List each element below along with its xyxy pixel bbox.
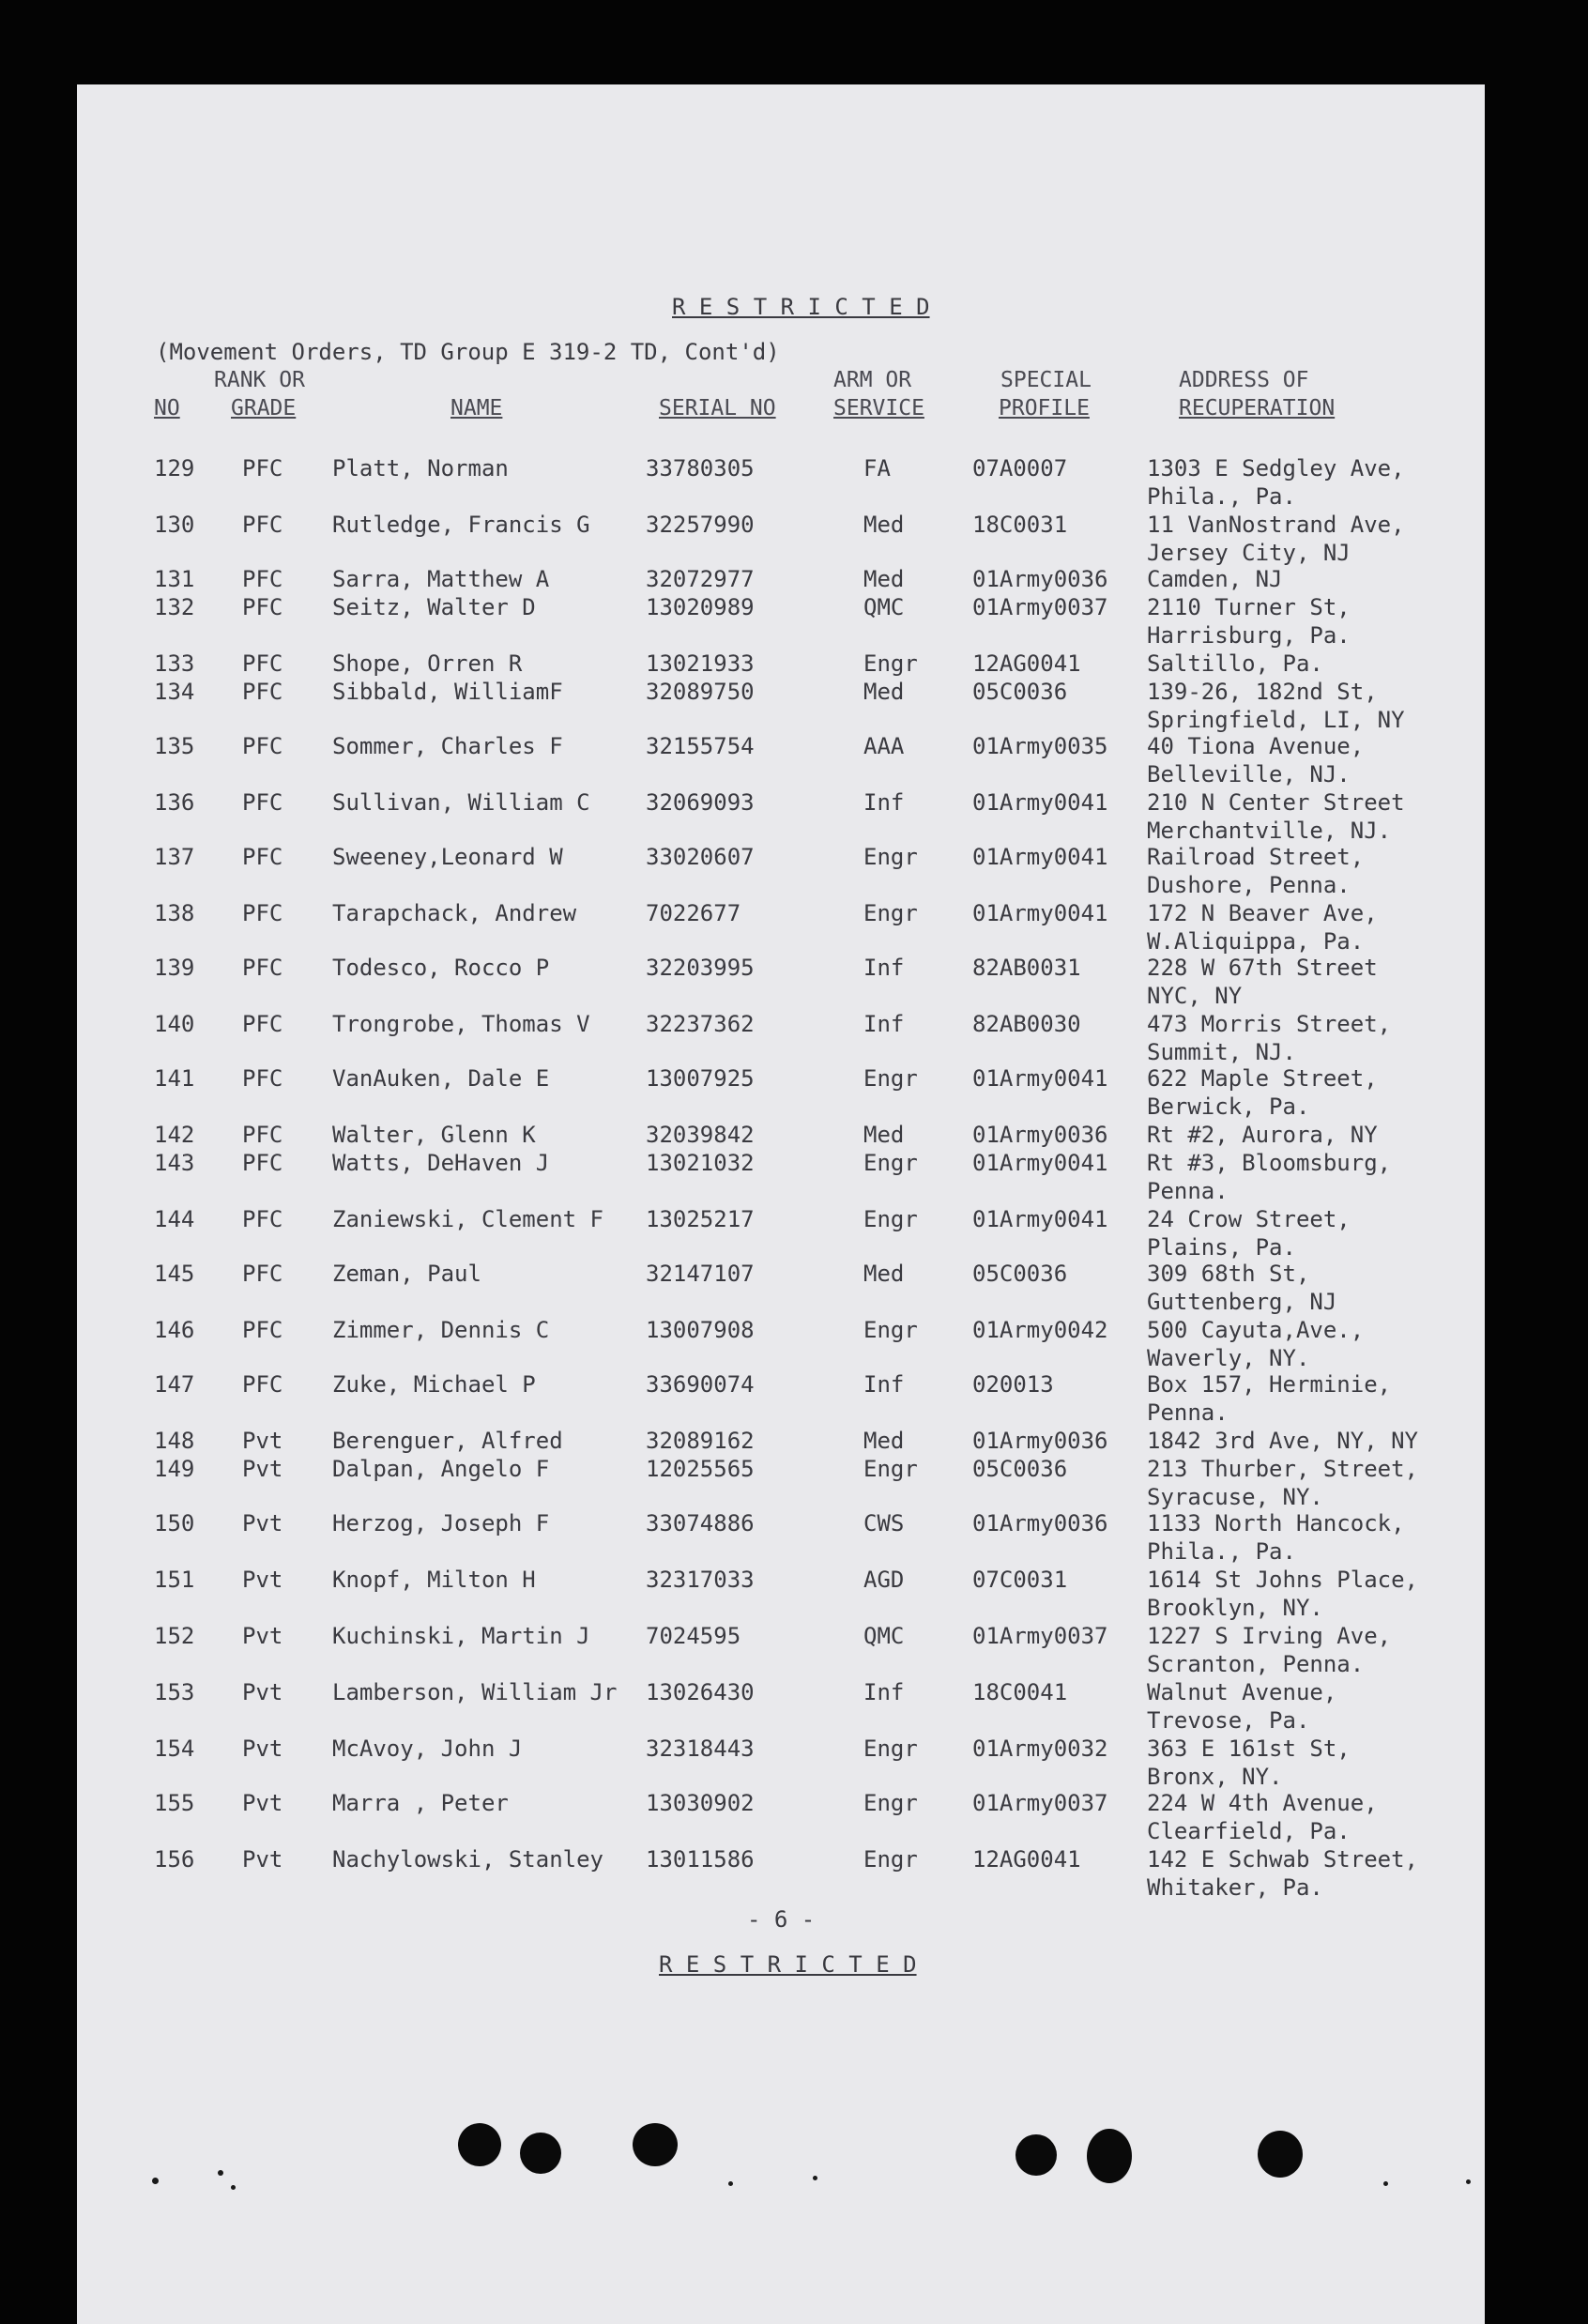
col-rank-bottom: GRADE — [231, 396, 297, 420]
row-rank: PFC — [242, 1206, 283, 1232]
row-serial: 32089750 — [646, 679, 755, 705]
row-no: 139 — [154, 955, 195, 981]
footer-title: R E S T R I C T E D — [659, 1951, 917, 1978]
row-arm: QMC — [863, 594, 905, 620]
row-arm: Inf — [863, 1371, 905, 1398]
row-address-line2: Summit, NJ. — [1147, 1039, 1296, 1065]
row-serial: 32237362 — [646, 1011, 755, 1037]
col-arm-top: ARM OR — [833, 368, 912, 392]
row-name: Walter, Glenn K — [332, 1122, 536, 1148]
row-no: 149 — [154, 1456, 195, 1482]
row-address-line2: Penna. — [1147, 1178, 1229, 1204]
row-rank: PFC — [242, 900, 283, 926]
row-name: Zimmer, Dennis C — [332, 1317, 550, 1343]
row-arm: Engr — [863, 1456, 918, 1482]
col-address-top: ADDRESS OF — [1179, 368, 1309, 392]
row-serial: 13030902 — [646, 1790, 755, 1816]
row-rank: Pvt — [242, 1567, 283, 1593]
row-no: 154 — [154, 1735, 195, 1762]
row-address-line2: Berwick, Pa. — [1147, 1093, 1310, 1120]
row-profile: 07C0031 — [972, 1567, 1068, 1593]
ink-speck — [1383, 2181, 1388, 2186]
row-serial: 32147107 — [646, 1261, 755, 1287]
row-arm: Engr — [863, 1065, 918, 1092]
row-address-line2: Merchantville, NJ. — [1147, 818, 1392, 844]
row-rank: PFC — [242, 455, 283, 482]
row-address-line1: 172 N Beaver Ave, — [1147, 900, 1378, 926]
row-profile: 12AG0041 — [972, 1846, 1081, 1873]
punch-hole — [520, 2133, 561, 2174]
row-address-line1: 40 Tiona Avenue, — [1147, 733, 1365, 759]
row-address-line1: Rt #2, Aurora, NY — [1147, 1122, 1378, 1148]
row-rank: PFC — [242, 594, 283, 620]
ink-speck — [231, 2185, 236, 2190]
row-name: Zeman, Paul — [332, 1261, 481, 1287]
row-no: 148 — [154, 1428, 195, 1454]
row-name: Sullivan, William C — [332, 789, 590, 816]
row-serial: 13020989 — [646, 594, 755, 620]
punch-hole — [1258, 2131, 1303, 2178]
row-profile: 01Army0042 — [972, 1317, 1108, 1343]
row-address-line2: W.Aliquippa, Pa. — [1147, 928, 1365, 955]
row-arm: Med — [863, 566, 905, 592]
row-profile: 18C0041 — [972, 1679, 1068, 1705]
row-serial: 13026430 — [646, 1679, 755, 1705]
row-arm: Engr — [863, 844, 918, 870]
row-rank: PFC — [242, 1122, 283, 1148]
row-name: Dalpan, Angelo F — [332, 1456, 550, 1482]
row-address-line1: 473 Morris Street, — [1147, 1011, 1392, 1037]
row-no: 134 — [154, 679, 195, 705]
row-name: Kuchinski, Martin J — [332, 1623, 590, 1649]
row-arm: CWS — [863, 1510, 905, 1537]
row-arm: Med — [863, 1261, 905, 1287]
row-arm: QMC — [863, 1623, 905, 1649]
row-profile: 01Army0036 — [972, 1122, 1108, 1148]
row-rank: Pvt — [242, 1846, 283, 1873]
row-no: 140 — [154, 1011, 195, 1037]
row-rank: PFC — [242, 1011, 283, 1037]
row-no: 146 — [154, 1317, 195, 1343]
row-arm: AGD — [863, 1567, 905, 1593]
row-arm: Med — [863, 1428, 905, 1454]
row-no: 150 — [154, 1510, 195, 1537]
row-arm: Inf — [863, 955, 905, 981]
row-rank: Pvt — [242, 1790, 283, 1816]
row-no: 156 — [154, 1846, 195, 1873]
ink-speck — [813, 2176, 817, 2180]
row-serial: 13021933 — [646, 650, 755, 677]
col-serial: SERIAL NO — [659, 396, 776, 420]
row-no: 129 — [154, 455, 195, 482]
row-no: 142 — [154, 1122, 195, 1148]
row-serial: 33780305 — [646, 455, 755, 482]
row-arm: Engr — [863, 1735, 918, 1762]
row-serial: 12025565 — [646, 1456, 755, 1482]
row-profile: 01Army0037 — [972, 1790, 1108, 1816]
row-no: 136 — [154, 789, 195, 816]
row-address-line2: Dushore, Penna. — [1147, 872, 1351, 898]
col-address-bottom: RECUPERATION — [1179, 396, 1336, 420]
row-arm: Engr — [863, 1317, 918, 1343]
row-name: Marra , Peter — [332, 1790, 509, 1816]
ink-speck — [1466, 2179, 1471, 2184]
row-address-line1: 500 Cayuta,Ave., — [1147, 1317, 1365, 1343]
row-serial: 7024595 — [646, 1623, 741, 1649]
row-address-line1: 2110 Turner St, — [1147, 594, 1351, 620]
row-address-line2: Plains, Pa. — [1147, 1234, 1296, 1261]
row-rank: Pvt — [242, 1735, 283, 1762]
row-no: 152 — [154, 1623, 195, 1649]
row-name: Seitz, Walter D — [332, 594, 536, 620]
row-arm: AAA — [863, 733, 905, 759]
row-profile: 01Army0037 — [972, 594, 1108, 620]
row-arm: Engr — [863, 1790, 918, 1816]
row-serial: 32069093 — [646, 789, 755, 816]
row-profile: 82AB0031 — [972, 955, 1081, 981]
page-title: R E S T R I C T E D — [672, 294, 930, 320]
row-serial: 32257990 — [646, 512, 755, 538]
row-address-line2: Phila., Pa. — [1147, 1538, 1296, 1565]
row-profile: 05C0036 — [972, 1261, 1068, 1287]
row-address-line1: 363 E 161st St, — [1147, 1735, 1351, 1762]
row-profile: 01Army0041 — [972, 1150, 1108, 1176]
row-profile: 01Army0041 — [972, 789, 1108, 816]
row-name: Zaniewski, Clement F — [332, 1206, 603, 1232]
row-serial: 13011586 — [646, 1846, 755, 1873]
row-rank: PFC — [242, 566, 283, 592]
row-name: Sarra, Matthew A — [332, 566, 550, 592]
row-serial: 13021032 — [646, 1150, 755, 1176]
row-address-line2: NYC, NY — [1147, 983, 1243, 1009]
row-address-line1: Camden, NJ — [1147, 566, 1283, 592]
row-no: 135 — [154, 733, 195, 759]
row-serial: 7022677 — [646, 900, 741, 926]
row-profile: 18C0031 — [972, 512, 1068, 538]
page-number: - 6 - — [747, 1906, 816, 1933]
row-address-line1: 1614 St Johns Place, — [1147, 1567, 1418, 1593]
row-address-line1: 224 W 4th Avenue, — [1147, 1790, 1378, 1816]
row-no: 137 — [154, 844, 195, 870]
row-rank: PFC — [242, 733, 283, 759]
row-address-line2: Clearfield, Pa. — [1147, 1818, 1351, 1844]
row-address-line2: Jersey City, NJ — [1147, 540, 1351, 566]
document-page — [77, 84, 1485, 2324]
row-rank: PFC — [242, 844, 283, 870]
row-arm: Inf — [863, 1679, 905, 1705]
row-address-line1: 622 Maple Street, — [1147, 1065, 1378, 1092]
col-arm-bottom: SERVICE — [833, 396, 924, 420]
row-serial: 32072977 — [646, 566, 755, 592]
row-address-line2: Scranton, Penna. — [1147, 1651, 1365, 1677]
row-rank: PFC — [242, 1065, 283, 1092]
col-rank-top: RANK OR — [214, 368, 305, 392]
row-address-line1: 228 W 67th Street — [1147, 955, 1378, 981]
row-address-line1: 11 VanNostrand Ave, — [1147, 512, 1405, 538]
ink-speck — [152, 2178, 159, 2184]
row-arm: Engr — [863, 1206, 918, 1232]
col-special-top: SPECIAL — [1000, 368, 1092, 392]
row-rank: Pvt — [242, 1679, 283, 1705]
row-address-line2: Syracuse, NY. — [1147, 1484, 1323, 1510]
row-address-line2: Guttenberg, NJ — [1147, 1289, 1337, 1315]
col-no: NO — [154, 396, 180, 420]
row-no: 143 — [154, 1150, 195, 1176]
row-serial: 33074886 — [646, 1510, 755, 1537]
row-no: 132 — [154, 594, 195, 620]
row-serial: 13007908 — [646, 1317, 755, 1343]
row-address-line2: Penna. — [1147, 1399, 1229, 1426]
row-name: VanAuken, Dale E — [332, 1065, 550, 1092]
row-address-line1: 1227 S Irving Ave, — [1147, 1623, 1392, 1649]
col-special-bottom: PROFILE — [999, 396, 1090, 420]
row-no: 151 — [154, 1567, 195, 1593]
row-address-line1: 1133 North Hancock, — [1147, 1510, 1405, 1537]
row-serial: 32039842 — [646, 1122, 755, 1148]
row-rank: Pvt — [242, 1456, 283, 1482]
row-no: 153 — [154, 1679, 195, 1705]
row-rank: PFC — [242, 1371, 283, 1398]
row-rank: Pvt — [242, 1428, 283, 1454]
row-arm: Engr — [863, 1150, 918, 1176]
row-no: 155 — [154, 1790, 195, 1816]
row-arm: Med — [863, 1122, 905, 1148]
row-name: Platt, Norman — [332, 455, 509, 482]
row-address-line1: Walnut Avenue, — [1147, 1679, 1337, 1705]
row-profile: 07A0007 — [972, 455, 1068, 482]
row-address-line2: Phila., Pa. — [1147, 483, 1296, 510]
row-address-line1: 1303 E Sedgley Ave, — [1147, 455, 1405, 482]
row-profile: 01Army0037 — [972, 1623, 1108, 1649]
row-profile: 01Army0032 — [972, 1735, 1108, 1762]
row-name: Nachylowski, Stanley — [332, 1846, 603, 1873]
row-rank: PFC — [242, 1261, 283, 1287]
row-profile: 01Army0036 — [972, 1428, 1108, 1454]
row-arm: FA — [863, 455, 891, 482]
row-rank: Pvt — [242, 1623, 283, 1649]
row-address-line2: Brooklyn, NY. — [1147, 1595, 1323, 1621]
page-subtitle: (Movement Orders, TD Group E 319-2 TD, Cont'd) — [156, 339, 780, 365]
row-serial: 32318443 — [646, 1735, 755, 1762]
ink-speck — [728, 2181, 733, 2186]
punch-hole — [1087, 2129, 1132, 2183]
row-address-line2: Springfield, LI, NY — [1147, 707, 1405, 733]
row-name: Lamberson, William Jr — [332, 1679, 618, 1705]
row-no: 145 — [154, 1261, 195, 1287]
row-address-line1: 210 N Center Street — [1147, 789, 1405, 816]
row-no: 131 — [154, 566, 195, 592]
row-profile: 82AB0030 — [972, 1011, 1081, 1037]
row-name: Sommer, Charles F — [332, 733, 563, 759]
row-address-line2: Waverly, NY. — [1147, 1345, 1310, 1371]
row-profile: 12AG0041 — [972, 650, 1081, 677]
row-address-line1: 139-26, 182nd St, — [1147, 679, 1378, 705]
row-serial: 13025217 — [646, 1206, 755, 1232]
punch-hole — [458, 2123, 501, 2166]
row-no: 144 — [154, 1206, 195, 1232]
row-profile: 01Army0036 — [972, 566, 1108, 592]
row-rank: PFC — [242, 512, 283, 538]
row-profile: 01Army0041 — [972, 1065, 1108, 1092]
row-address-line1: Box 157, Herminie, — [1147, 1371, 1392, 1398]
row-no: 141 — [154, 1065, 195, 1092]
row-arm: Engr — [863, 1846, 918, 1873]
row-address-line2: Bronx, NY. — [1147, 1764, 1283, 1790]
row-no: 147 — [154, 1371, 195, 1398]
row-no: 130 — [154, 512, 195, 538]
row-name: Zuke, Michael P — [332, 1371, 536, 1398]
row-name: Berenguer, Alfred — [332, 1428, 563, 1454]
row-rank: PFC — [242, 955, 283, 981]
row-address-line2: Whitaker, Pa. — [1147, 1874, 1323, 1901]
row-address-line1: Rt #3, Bloomsburg, — [1147, 1150, 1392, 1176]
row-serial: 32203995 — [646, 955, 755, 981]
row-rank: Pvt — [242, 1510, 283, 1537]
row-rank: PFC — [242, 679, 283, 705]
row-address-line1: Railroad Street, — [1147, 844, 1365, 870]
row-profile: 01Army0041 — [972, 844, 1108, 870]
row-arm: Med — [863, 679, 905, 705]
row-arm: Med — [863, 512, 905, 538]
row-rank: PFC — [242, 1317, 283, 1343]
row-name: Sibbald, WilliamF — [332, 679, 563, 705]
row-profile: 01Army0036 — [972, 1510, 1108, 1537]
row-serial: 32155754 — [646, 733, 755, 759]
row-name: Herzog, Joseph F — [332, 1510, 550, 1537]
row-profile: 01Army0041 — [972, 900, 1108, 926]
row-arm: Engr — [863, 900, 918, 926]
row-address-line2: Harrisburg, Pa. — [1147, 622, 1351, 649]
row-profile: 01Army0035 — [972, 733, 1108, 759]
row-address-line1: 24 Crow Street, — [1147, 1206, 1351, 1232]
row-address-line1: Saltillo, Pa. — [1147, 650, 1323, 677]
row-address-line2: Trevose, Pa. — [1147, 1707, 1310, 1734]
ink-speck — [218, 2170, 223, 2176]
row-name: McAvoy, John J — [332, 1735, 523, 1762]
row-name: Tarapchack, Andrew — [332, 900, 577, 926]
row-profile: 020013 — [972, 1371, 1054, 1398]
row-no: 133 — [154, 650, 195, 677]
row-name: Todesco, Rocco P — [332, 955, 550, 981]
row-name: Trongrobe, Thomas V — [332, 1011, 590, 1037]
row-profile: 05C0036 — [972, 1456, 1068, 1482]
row-serial: 33020607 — [646, 844, 755, 870]
row-address-line2: Belleville, NJ. — [1147, 761, 1351, 787]
row-arm: Inf — [863, 1011, 905, 1037]
punch-hole — [633, 2123, 678, 2166]
row-name: Sweeney,Leonard W — [332, 844, 563, 870]
row-serial: 33690074 — [646, 1371, 755, 1398]
row-rank: PFC — [242, 789, 283, 816]
row-name: Shope, Orren R — [332, 650, 523, 677]
row-name: Knopf, Milton H — [332, 1567, 536, 1593]
row-arm: Engr — [863, 650, 918, 677]
row-address-line1: 1842 3rd Ave, NY, NY — [1147, 1428, 1418, 1454]
row-profile: 05C0036 — [972, 679, 1068, 705]
row-name: Watts, DeHaven J — [332, 1150, 550, 1176]
row-rank: PFC — [242, 650, 283, 677]
row-serial: 32089162 — [646, 1428, 755, 1454]
row-rank: PFC — [242, 1150, 283, 1176]
row-arm: Inf — [863, 789, 905, 816]
row-no: 138 — [154, 900, 195, 926]
row-address-line1: 142 E Schwab Street, — [1147, 1846, 1418, 1873]
punch-hole — [1015, 2134, 1057, 2176]
row-profile: 01Army0041 — [972, 1206, 1108, 1232]
col-name: NAME — [450, 396, 503, 420]
row-address-line1: 309 68th St, — [1147, 1261, 1310, 1287]
row-address-line1: 213 Thurber, Street, — [1147, 1456, 1418, 1482]
row-name: Rutledge, Francis G — [332, 512, 590, 538]
row-serial: 32317033 — [646, 1567, 755, 1593]
row-serial: 13007925 — [646, 1065, 755, 1092]
